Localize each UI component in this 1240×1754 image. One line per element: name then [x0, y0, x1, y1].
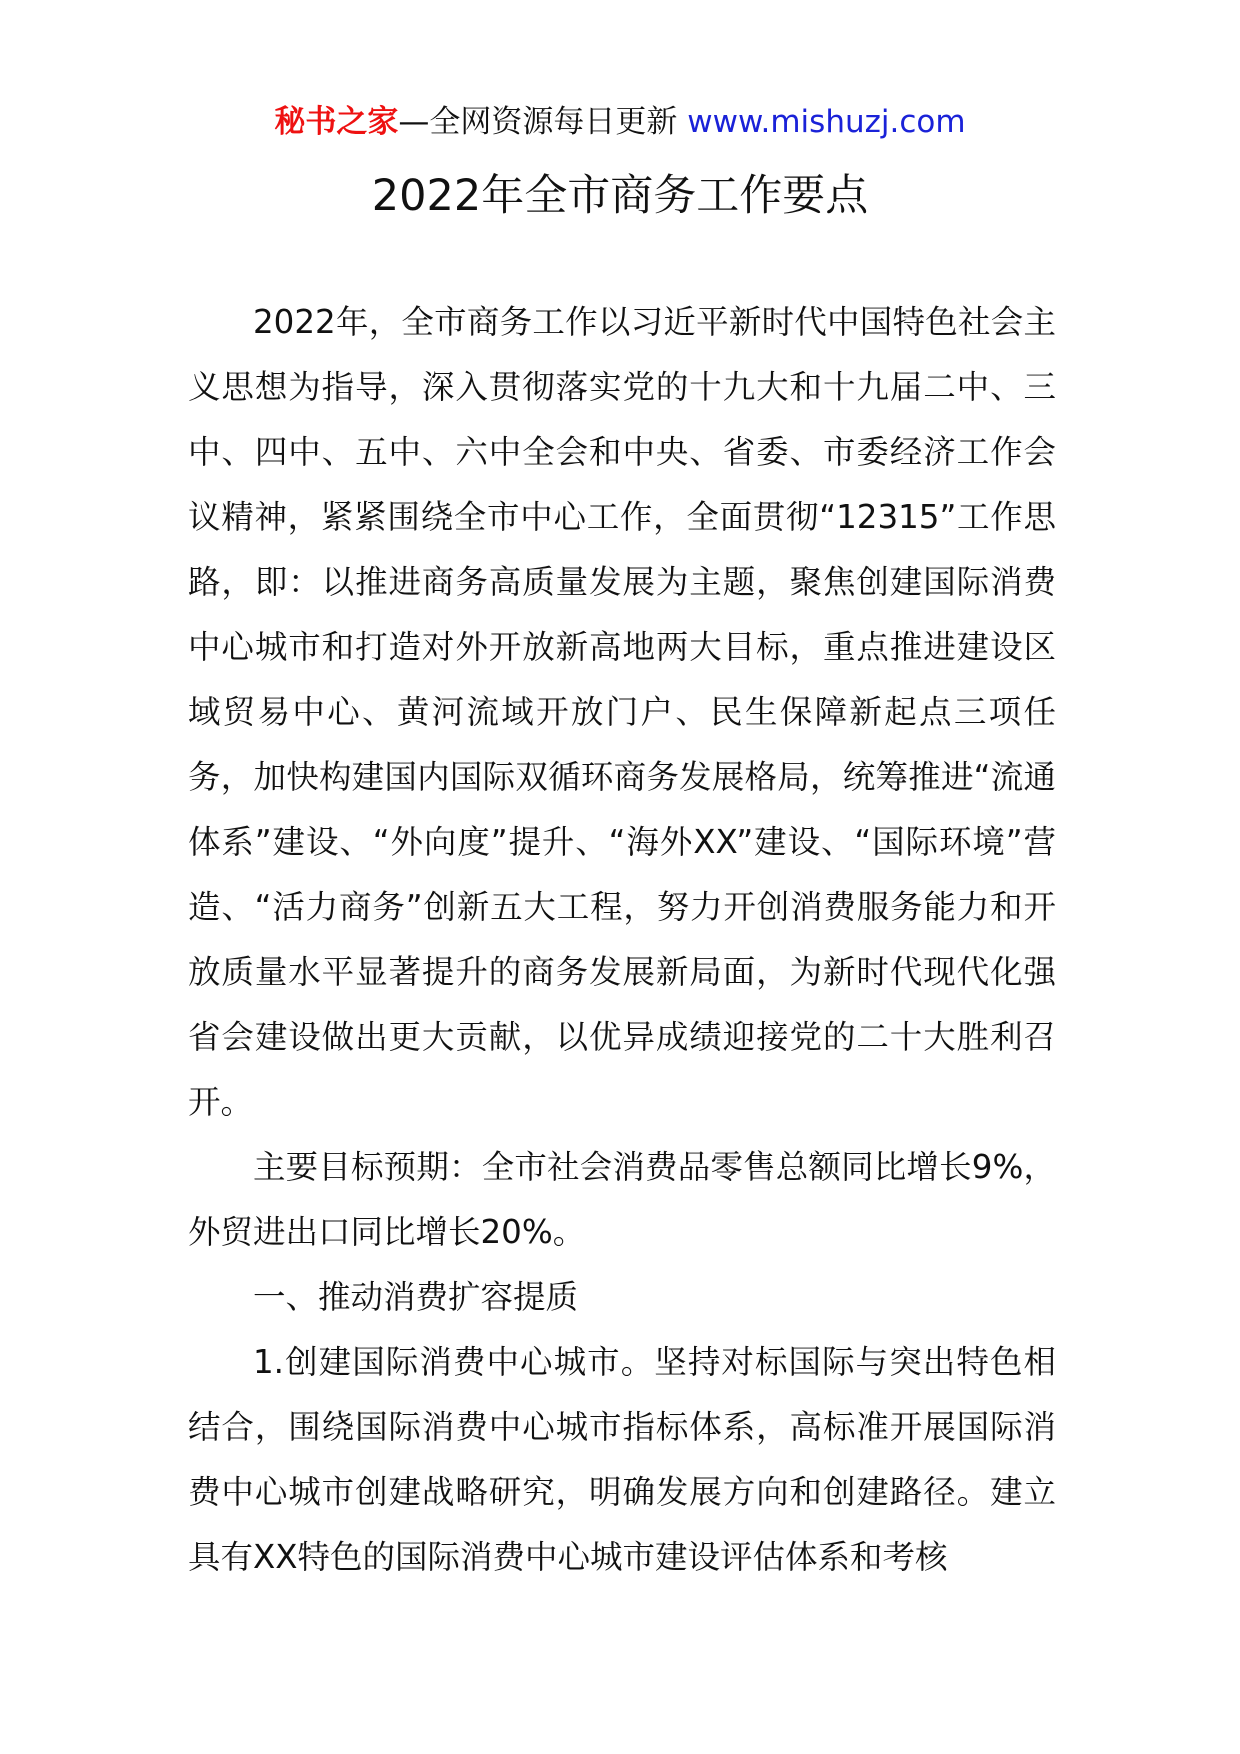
site-url-link[interactable]: www.mishuzj.com: [687, 104, 966, 140]
brand-name: 秘书之家: [274, 104, 399, 140]
section-heading-1: 一、推动消费扩容提质: [253, 1278, 579, 1316]
header-tagline: —全网资源每日更新: [398, 104, 688, 140]
paragraph-intro: 2022年，全市商务工作以习近平新时代中国特色社会主义思想为指导，深入贯彻落实党的十九大和十九届二中、三中、四中、五中、六中全会和中央、省委、市委经济工作会议精神，紧紧围绕全市中心工作，全面贯彻“12315”工作思路，即：以推进商务高质量发展为主题，聚焦创建国际消费中心城市和打造对外开放新高地两大目标，重点推进建设区域贸易中心、黄河流域开放门户、民生保障新起点三项任务，加快构建国内国际双循环商务发展格局，统筹推进“流通体系”建设、“外向度”提升、“海外XX”建设、“国际环境”营造、“活力商务”创新五大工程，努力开创消费服务能力和开放质量水平显著提升的商务发展新局面，为新时代现代化强省会建设做出更大贡献，以优异成绩迎接党的二十大胜利召开。: [188, 303, 1056, 1121]
paragraph-targets: 主要目标预期：全市社会消费品零售总额同比增长9%，外贸进出口同比增长20%。: [188, 1148, 1056, 1251]
document-title: 2022年全市商务工作要点: [371, 171, 869, 221]
paragraph-item-1: 1.创建国际消费中心城市。坚持对标国际与突出特色相结合，围绕国际消费中心城市指标体系，高标准开展国际消费中心城市创建战略研究，明确发展方向和创建路径。建立具有XX特色的国际消费中心城市建设评估体系和考核: [188, 1343, 1056, 1576]
site-header: [0, 102, 1240, 142]
document-body: [188, 290, 1056, 1590]
